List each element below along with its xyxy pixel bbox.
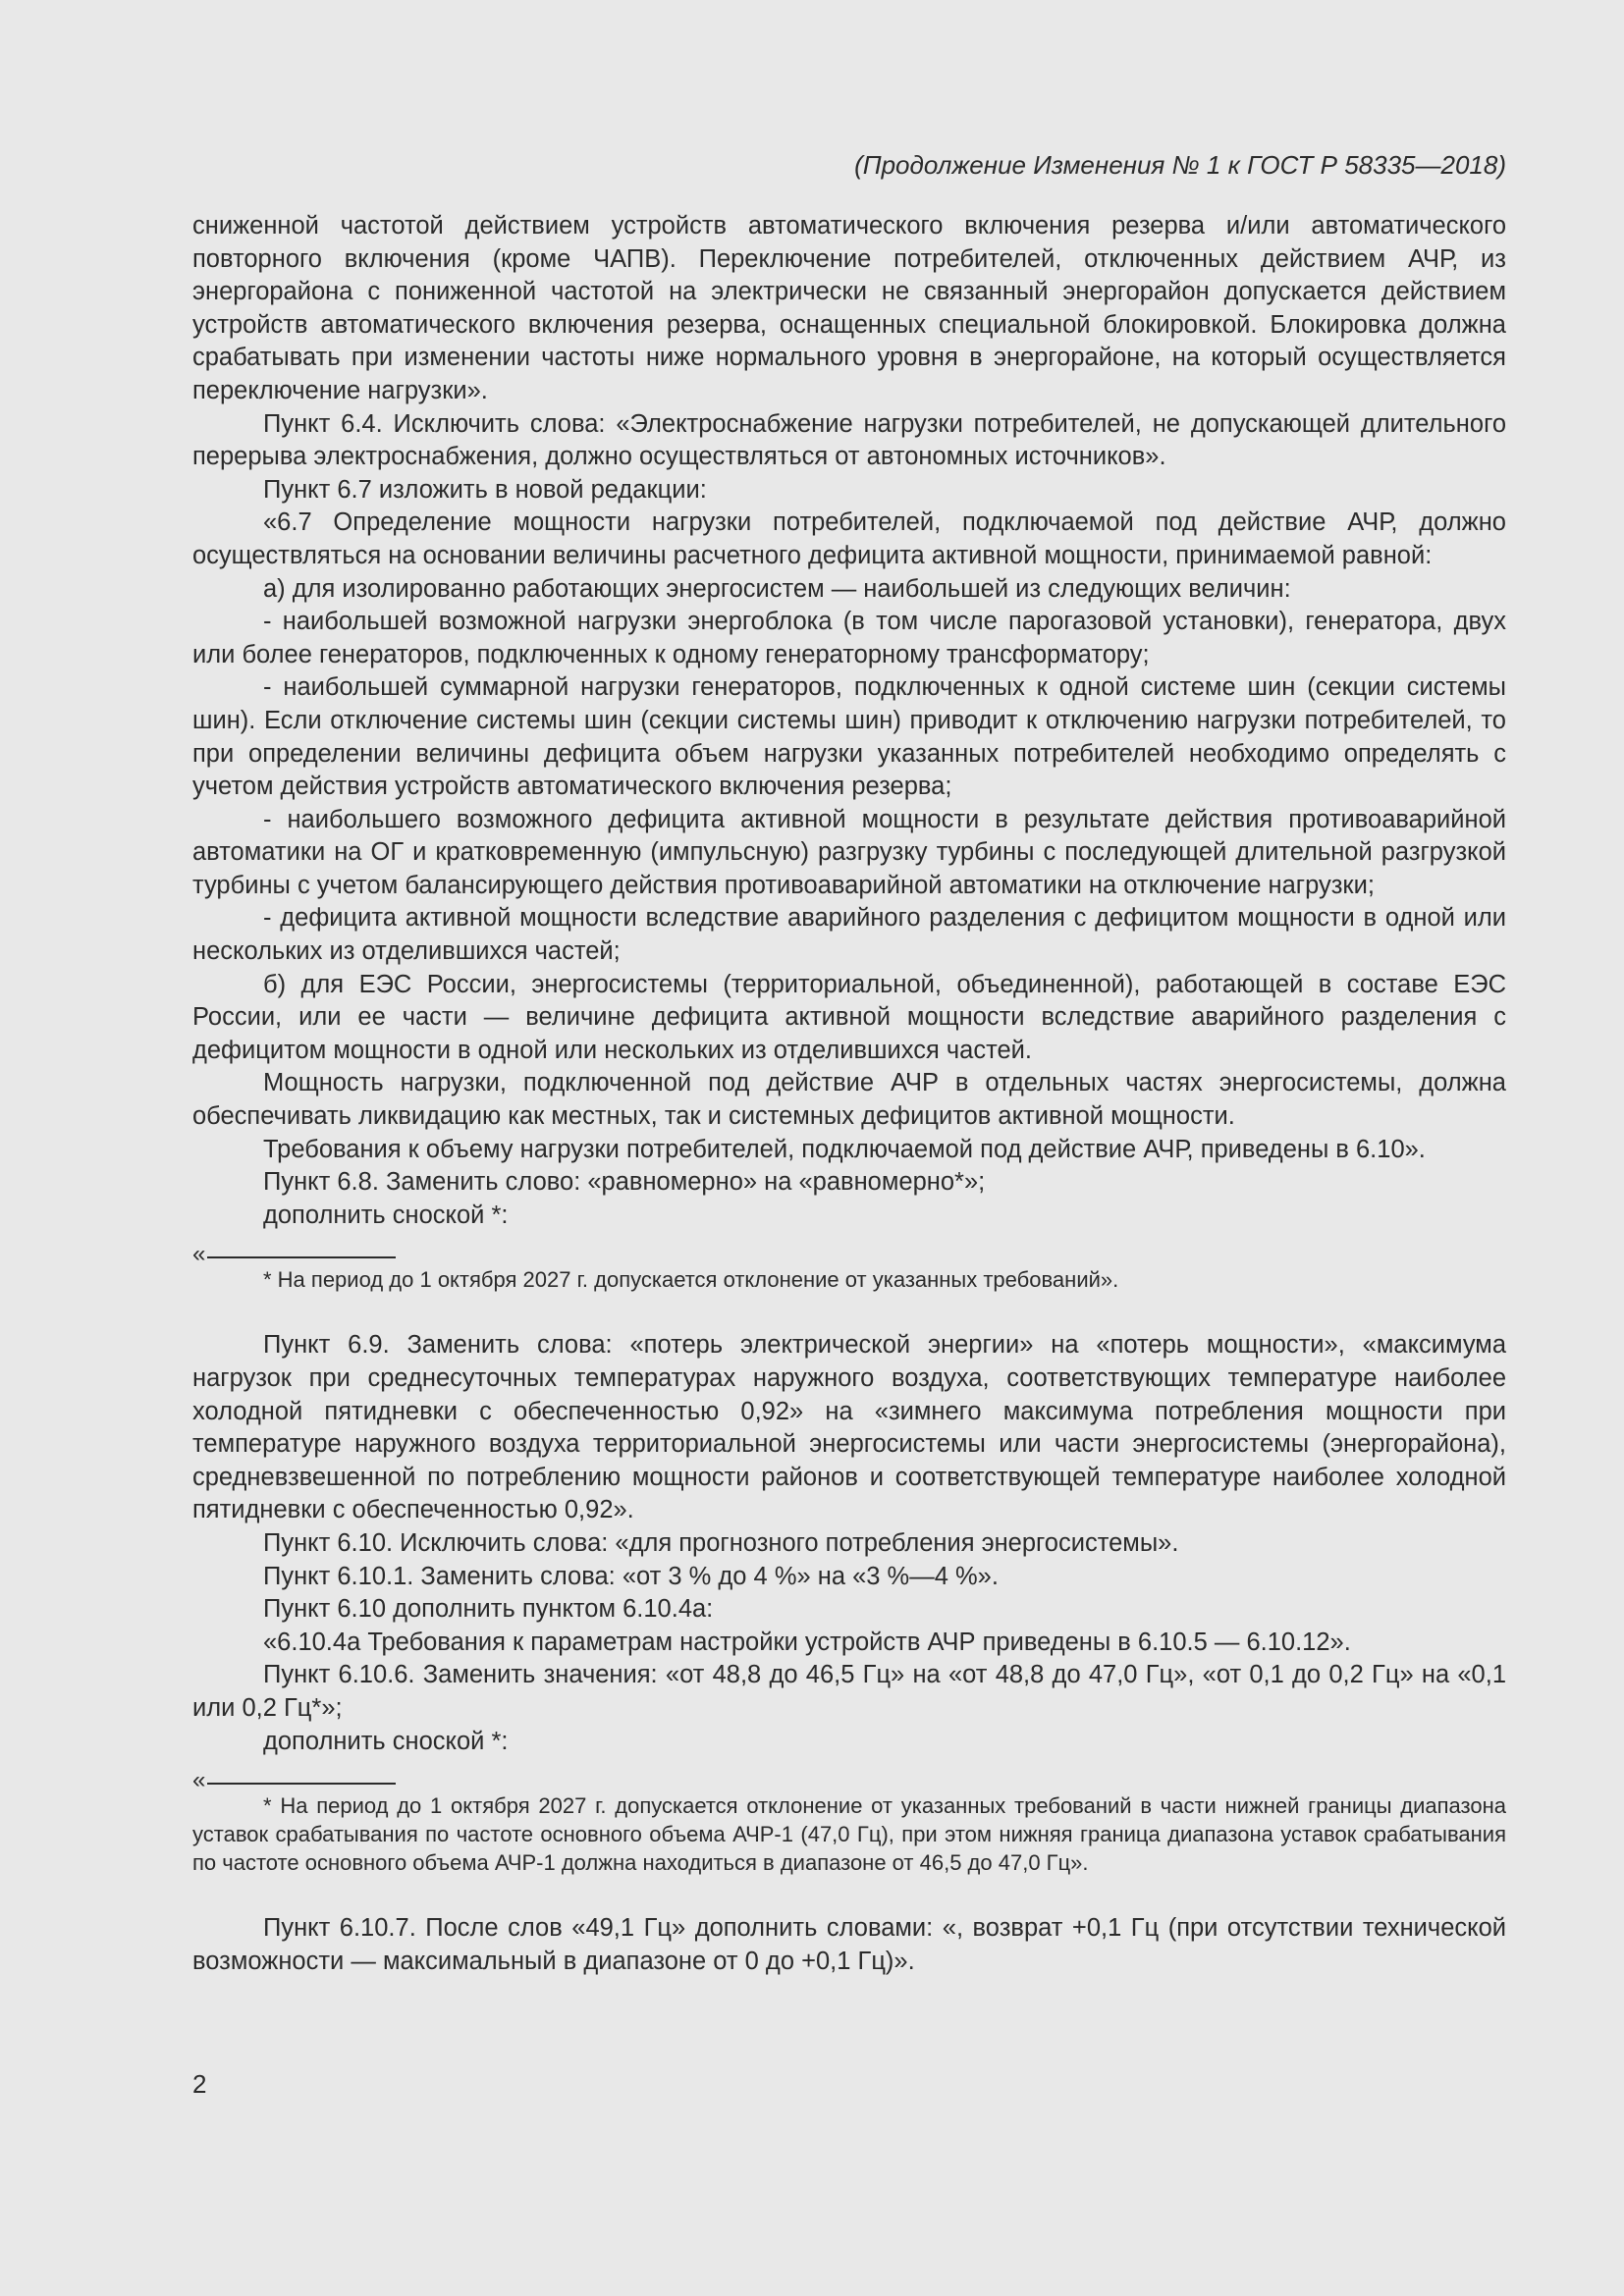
footnote-text: * На период до 1 октября 2027 г. допускается отклонение от указанных требований в части нижней границы диапазона уставок срабатывания по частоте основного объема АЧР-1 (47,0 Гц), при этом нижняя граница диапазона уставок срабатывания по частоте основного объема АЧР-1 должна находиться в диапазоне от 46,5 до 47,0 Гц». — [192, 1793, 1506, 1876]
paragraph: Пункт 6.10. Исключить слова: «для прогнозного потребления энергосистемы». — [263, 1528, 1179, 1557]
paragraph: Пункт 6.10.1. Заменить слова: «от 3 % до 4 %» на «3 %—4 %». — [263, 1562, 999, 1590]
list-item: - наибольшей возможной нагрузки энергоблока (в том числе парогазовой установки), генератора, двух или более генераторов, подключенных к одному генераторному трансформатору; — [192, 608, 1506, 668]
paragraph: Требования к объему нагрузки потребителей, подключаемой под действие АЧР, приведены в 6.10». — [263, 1135, 1426, 1163]
footnote-text: * На период до 1 октября 2027 г. допускается отклонение от указанных требований». — [263, 1267, 1119, 1293]
paragraph: сниженной частотой действием устройств автоматического включения резерва и/или автоматического повторного включения (кроме ЧАПВ). Переключение потребителей, отключенных действием АЧР, из энергорайона с пониженной частотой на электрически не связанный энергорайон допускается действием устройств автоматического включения резерва, оснащенных специальной блокировкой. Блокировка должна срабатывать при изменении частоты ниже нормального уровня в энергорайоне, на который осуществляется переключение нагрузки». — [192, 212, 1506, 404]
paragraph: Пункт 6.10.7. После слов «49,1 Гц» дополнить словами: «, возврат +0,1 Гц (при отсутствии технической возможности — максимальный в диапазоне от 0 до +0,1 Гц)». — [192, 1914, 1506, 1975]
document-body — [192, 210, 1506, 1978]
paragraph: Пункт 6.10 дополнить пунктом 6.10.4а: — [263, 1595, 714, 1624]
list-item: б) для ЕЭС России, энергосистемы (территориальной, объединенной), работающей в составе ЕЭС России, или ее части — величине дефицита активной мощности вследствие аварийного разделения с дефицитом мощности в одной или нескольких из отделившихся частей. — [192, 970, 1506, 1064]
paragraph: Пункт 6.4. Исключить слова: «Электроснабжение нагрузки потребителей, не допускающей длительного перерыва электроснабжения, должно осуществляться от автономных источников». — [192, 409, 1506, 471]
paragraph: Мощность нагрузки, подключенной под действие АЧР в отдельных частях энергосистемы, должна обеспечивать ликвидацию как местных, так и системных дефицитов активной мощности. — [192, 1069, 1506, 1131]
list-item: - наибольшего возможного дефицита активной мощности в результате действия противоаварийной автоматики на ОГ и кратковременную (импульсную) разгрузку турбины с последующей длительной разгрузкой турбины с учетом балансирующего действия противоаварийной автоматики на отключение нагрузки; — [192, 805, 1506, 899]
paragraph: «6.10.4а Требования к параметрам настройки устройств АЧР приведены в 6.10.5 — 6.10.12». — [263, 1628, 1351, 1656]
footnote-separator — [192, 1767, 1506, 1794]
running-header: (Продолжение Изменения № 1 к ГОСТ Р 58335—2018) — [854, 150, 1506, 180]
paragraph: «6.7 Определение мощности нагрузки потребителей, подключаемой под действие АЧР, должно осуществляться на основании величины расчетного дефицита активной мощности, принимаемой равной: — [192, 508, 1506, 569]
paragraph: дополнить сноской *: — [263, 1201, 509, 1229]
paragraph: Пункт 6.10.6. Заменить значения: «от 48,8 до 46,5 Гц» на «от 48,8 до 47,0 Гц», «от 0,1 до 0,2 Гц» на «0,1 или 0,2 Гц*»; — [192, 1661, 1506, 1722]
page-number: 2 — [192, 2069, 207, 2099]
paragraph: Пункт 6.9. Заменить слова: «потерь электрической энергии» на «потерь мощности», «максимума нагрузок при среднесуточных температурах наружного воздуха, соответствующих температуре наиболее холодной пятидневки с обеспеченностью 0,92» на «зимнего максимума потребления мощности при температуре наружного воздуха территориальной энергосистемы или части энергосистемы (энергорайона), средневзвешенной по потреблению мощности районов и соответствующей температуре наиболее холодной пятидневки с обеспеченностью 0,92». — [192, 1331, 1506, 1524]
footnote — [192, 1791, 1506, 1877]
footnote-open-quote: « — [192, 1767, 206, 1794]
footnote-rule — [207, 1256, 396, 1258]
paragraph: дополнить сноской *: — [263, 1727, 509, 1755]
footnote-separator — [192, 1241, 1506, 1268]
list-item: - наибольшей суммарной нагрузки генераторов, подключенных к одной системе шин (секции системы шин). Если отключение системы шин (секции системы шин) приводит к отключению нагрузки потребителей, то при определении величины дефицита объем нагрузки указанных потребителей необходимо определять с учетом действия устройств автоматического включения резерва; — [192, 673, 1506, 801]
list-item: а) для изолированно работающих энергосистем — наибольшей из следующих величин: — [263, 574, 1291, 603]
paragraph: Пункт 6.7 изложить в новой редакции: — [263, 475, 707, 504]
footnote — [192, 1265, 1506, 1294]
list-item: - дефицита активной мощности вследствие аварийного разделения с дефицитом мощности в одной или нескольких из отделившихся частей; — [192, 904, 1506, 966]
footnote-rule — [207, 1783, 396, 1785]
footnote-open-quote: « — [192, 1241, 206, 1268]
paragraph: Пункт 6.8. Заменить слово: «равномерно» на «равномерно*»; — [263, 1168, 986, 1197]
